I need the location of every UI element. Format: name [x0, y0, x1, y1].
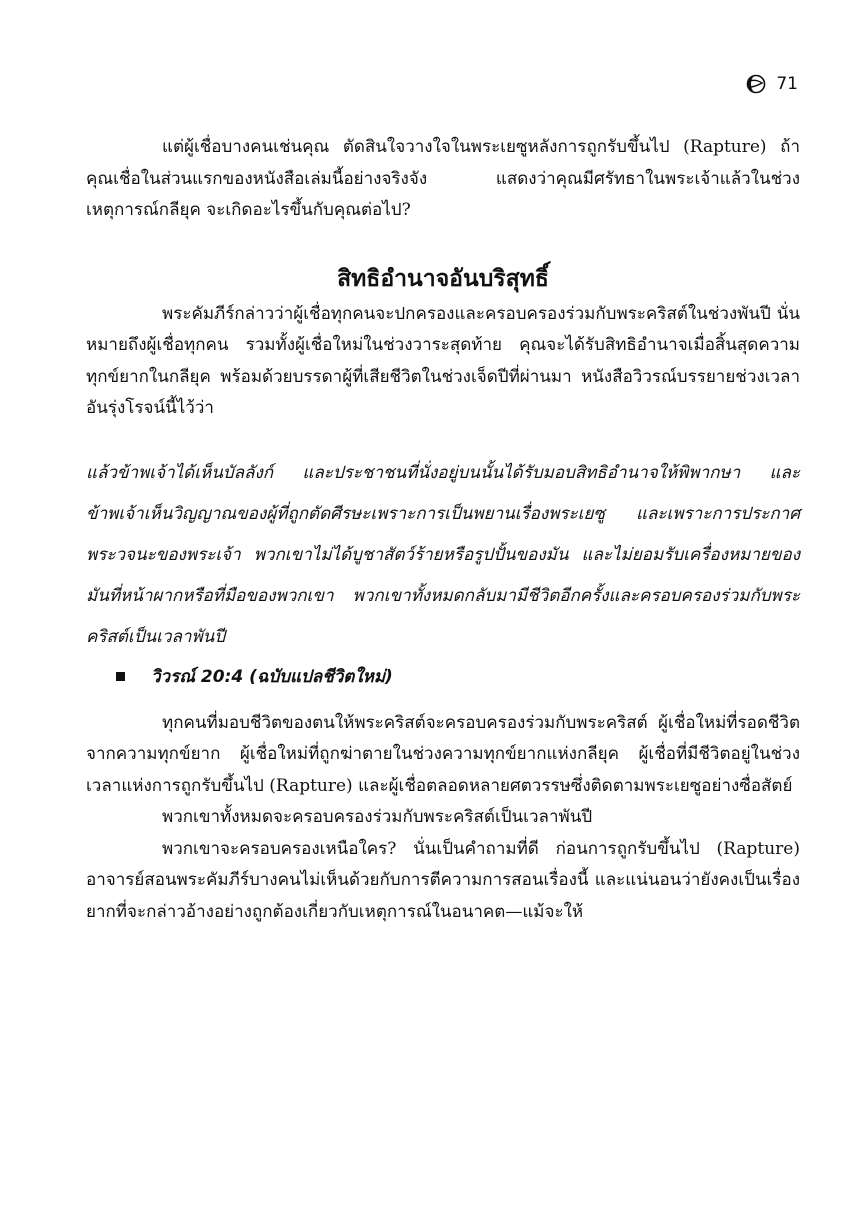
body-paragraph: ทุกคนที่มอบชีวิตของตนให้พระคริสต์จะครอบครองร่วมกับพระคริสต์ ผู้เชื่อใหม่ที่รอดชีวิตจากความทุกข์ยาก ผู้เชื่อใหม่ที่ถูกฆ่าตายในช่วงความทุกข์ยากแห่งกลียุค ผู้เชื่อที่มีชีวิตอยู่ในช่วงเวลาแห่งการถูกรับขึ้นไป (Rapture) และผู้เชื่อตลอดหลายศตวรรษซึ่งติดตามพระเยซูอย่างซื่อสัตย์ — [86, 712, 800, 796]
section-paragraph: พระคัมภีร์กล่าวว่าผู้เชื่อทุกคนจะปกครองและครอบครองร่วมกับพระคริสต์ในช่วงพันปี นั่นหมายถึงผู้เชื่อทุกคน รวมทั้งผู้เชื่อใหม่ในช่วงวาระสุดท้าย คุณจะได้รับสิทธิอำนาจเมื่อสิ้นสุดความทุกข์ยากในกลียุค พร้อมด้วยบรรดาผู้ที่เสียชีวิตในช่วงเจ็ดปีที่ผ่านมา หนังสือวิวรณ์บรรยายช่วงเวลาอันรุ่งโรจน์นี้ไว้ว่า — [86, 303, 800, 418]
bullet-icon — [116, 672, 125, 681]
scripture-quote: แล้วข้าพเจ้าได้เห็นบัลลังก์ และประชาชนที่นั่งอยู่บนนั้นได้รับมอบสิทธิอำนาจให้พิพากษา และข้าพเจ้าเห็นวิญญาณของผู้ที่ถูกตัดศีรษะเพราะการเป็นพยานเรื่องพระเยซู และเพราะการประกาศพระวจนะของพระเจ้า พวกเขาไม่ได้บูชาสัตว์ร้ายหรือรูปปั้นของมัน และไม่ยอมรับเครื่องหมายของมันที่หน้าผากหรือที่มือของพวกเขา พวกเขาทั้งหมดกลับมามีชีวิตอีกครั้งและครอบครองร่วมกับพระคริสต์เป็นเวลาพันปี — [86, 462, 800, 647]
page-content — [86, 132, 800, 928]
quote-reference: วิวรณ์ 20:4 (ฉบับแปลชีวิตใหม่) — [151, 666, 393, 687]
body-paragraph: พวกเขาทั้งหมดจะครอบครองร่วมกับพระคริสต์เป็นเวลาพันปี — [162, 807, 593, 827]
body-paragraph: พวกเขาจะครอบครองเหนือใคร? นั่นเป็นคำถามที่ดี ก่อนการถูกรับขึ้นไป (Rapture) อาจารย์สอนพระคัมภีร์บางคนไม่เห็นด้วยกับการตีความการสอนเรื่องนี้ และแน่นอนว่ายังคงเป็นเรื่องยากที่จะกล่าวอ้างอย่างถูกต้องเกี่ยวกับเหตุการณ์ในอนาคต—แม้จะให้ — [86, 838, 800, 922]
globe-icon — [746, 74, 766, 94]
page-header — [746, 74, 798, 94]
page-number: 71 — [776, 74, 798, 94]
section-heading: สิทธิอำนาจอันบริสุทธิ์ — [337, 265, 549, 292]
intro-paragraph: แต่ผู้เชื่อบางคนเช่นคุณ ตัดสินใจวางใจในพระเยซูหลังการถูกรับขึ้นไป (Rapture) ถ้าคุณเชื่อในส่วนแรกของหนังสือเล่มนี้อย่างจริงจัง แสดงว่าคุณมีศรัทธาในพระเจ้าแล้วในช่วงเหตุการณ์กลียุค จะเกิดอะไรขึ้นกับคุณต่อไป? — [86, 137, 800, 220]
quote-source — [116, 660, 800, 694]
